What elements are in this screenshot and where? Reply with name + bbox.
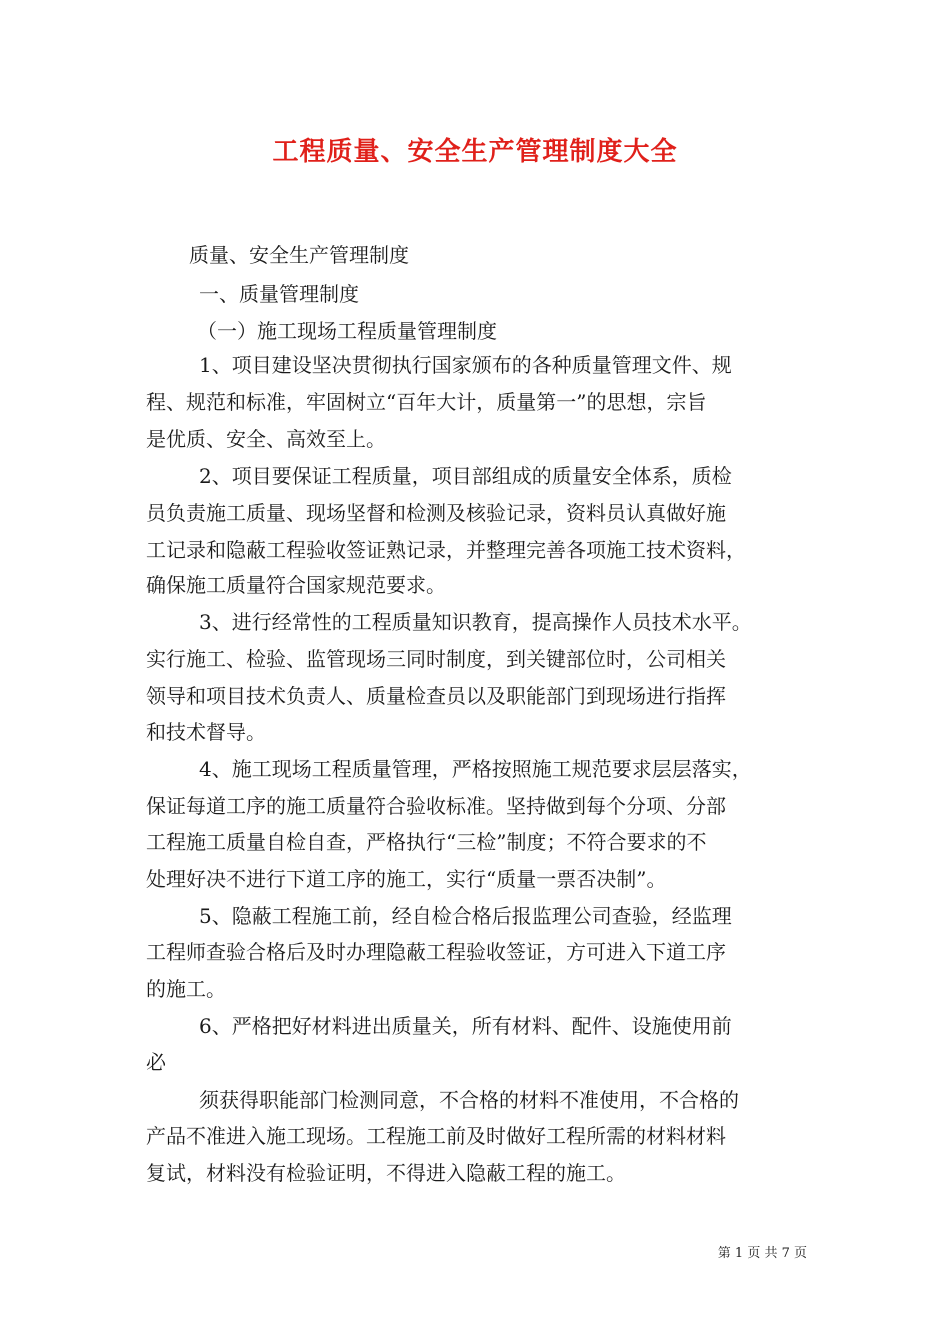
paragraph-line: 和技术督导。 (146, 720, 266, 744)
paragraph-line: 产品不准进入施工现场。工程施工前及时做好工程所需的材料材料 (146, 1124, 726, 1148)
document-title: 工程质量、安全生产管理制度大全 (272, 137, 678, 167)
paragraph-line: 6、严格把好材料进出质量关，所有材料、配件、设施使用前 (199, 1014, 732, 1038)
paragraph-line: 工程师查验合格后及时办理隐蔽工程验收签证，方可进入下道工序 (146, 940, 726, 964)
paragraph-line: 复试，材料没有检验证明，不得进入隐蔽工程的施工。 (146, 1161, 626, 1185)
paragraph-line: 1、项目建设坚决贯彻执行国家颁布的各种质量管理文件、规 (199, 353, 732, 377)
paragraph-line: 3、进行经常性的工程质量知识教育，提高操作人员技术水平。 (199, 610, 752, 634)
paragraph-line: 工程施工质量自检自查，严格执行“三检”制度；不符合要求的不 (146, 830, 707, 854)
paragraph-line: 处理好决不进行下道工序的施工，实行“质量一票否决制”。 (146, 867, 667, 891)
paragraph-line: 是优质、安全、高效至上。 (146, 427, 386, 451)
paragraph-line: 4、施工现场工程质量管理，严格按照施工规范要求层层落实， (199, 757, 752, 781)
paragraph-line: 5、隐蔽工程施工前，经自检合格后报监理公司查验，经监理 (199, 904, 732, 928)
paragraph-line: 工记录和隐蔽工程验收签证熟记录，并整理完善各项施工技术资料， (146, 538, 746, 562)
paragraph-line: 须获得职能部门检测同意，不合格的材料不准使用，不合格的 (199, 1088, 739, 1112)
page-number: 第 1 页 共 7 页 (717, 1246, 807, 1261)
section-heading: 质量、安全生产管理制度 (189, 243, 409, 267)
paragraph-line: 必 (146, 1050, 166, 1074)
paragraph-line: 的施工。 (146, 977, 226, 1001)
subsubsection-heading: （一）施工现场工程质量管理制度 (197, 319, 497, 343)
paragraph-line: 领导和项目技术负责人、质量检查员以及职能部门到现场进行指挥 (146, 684, 726, 708)
subsection-heading: 一、质量管理制度 (199, 282, 359, 306)
paragraph-line: 员负责施工质量、现场坚督和检测及核验记录，资料员认真做好施 (146, 501, 726, 525)
paragraph-line: 保证每道工序的施工质量符合验收标准。坚持做到每个分项、分部 (146, 794, 726, 818)
paragraph-line: 实行施工、检验、监管现场三同时制度，到关键部位时，公司相关 (146, 647, 726, 671)
paragraph-line: 2、项目要保证工程质量，项目部组成的质量安全体系，质检 (199, 464, 732, 488)
paragraph-line: 确保施工质量符合国家规范要求。 (146, 573, 446, 597)
paragraph-line: 程、规范和标准，牢固树立“百年大计，质量第一”的思想，宗旨 (146, 390, 707, 414)
